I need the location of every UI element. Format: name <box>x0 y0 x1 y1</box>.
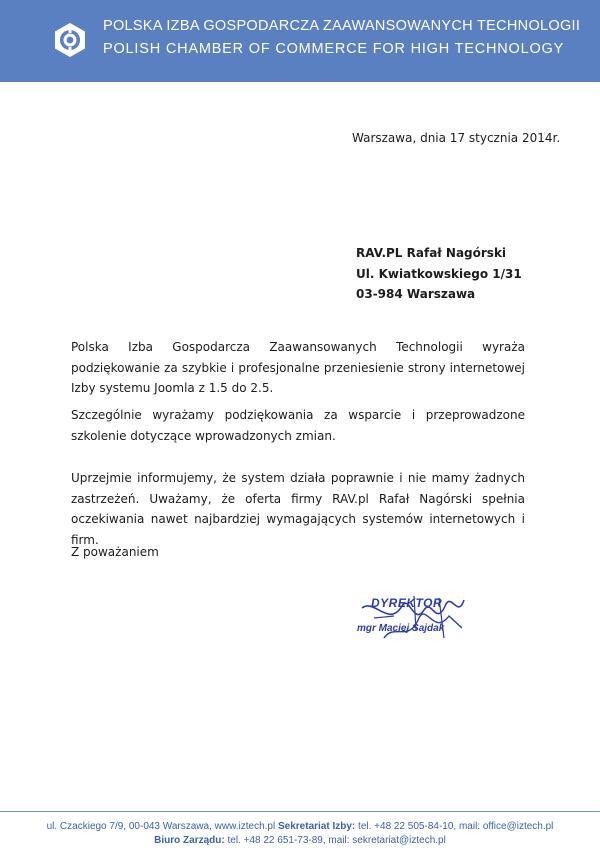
footer-divider <box>0 811 600 812</box>
footer-address: ul. Czackiego 7/9, 00-043 Warszawa, www.iztech.pl <box>46 821 276 832</box>
recipient-street: Ul. Kwiatkowskiego 1/31 <box>356 266 522 281</box>
footer-line-2 <box>0 834 600 848</box>
letterhead-banner <box>0 0 600 82</box>
footer-board-label: Biuro Zarządu: <box>154 835 225 846</box>
recipient-address <box>356 243 522 305</box>
footer-board-contact: tel. +48 22 651-73-89, mail: sekretariat@iztech.pl <box>227 835 446 846</box>
footer-secretariat-contact: tel. +48 22 505-84-10, mail: office@iztech.pl <box>358 821 554 832</box>
letter-date: Warszawa, dnia 17 stycznia 2014r. <box>352 131 561 145</box>
footer-secretariat-label: Sekretariat Izby: <box>278 821 356 832</box>
closing-salutation: Z poważaniem <box>71 545 159 559</box>
footer-line-1 <box>0 820 600 834</box>
signature-name: mgr Maciej Sajdak <box>357 623 445 634</box>
recipient-name: RAV.PL Rafał Nagórski <box>356 246 507 260</box>
body-paragraph-2: Szczególnie wyrażamy podziękowania za wsparcie i przeprowadzone szkolenie dotyczące wprowadzonych zmian. <box>71 408 525 443</box>
organization-logo-icon <box>52 22 88 58</box>
letter-footer <box>0 820 600 848</box>
organization-name-polish: POLSKA IZBA GOSPODARCZA ZAAWANSOWANYCH TECHNOLOGII <box>103 18 581 34</box>
body-paragraph-3: Uprzejmie informujemy, że system działa poprawnie i nie mamy żadnych zastrzeżeń. Uważamy, że oferta firmy RAV.pl Rafał Nagórski spełnia oczekiwania nawet najbardziej wymagających systemów internetowych i firm. <box>71 471 525 547</box>
body-paragraph-1: Polska Izba Gospodarcza Zaawansowanych Technologii wyraża podziękowanie za szybkie i profesjonalne przeniesienie strony internetowej Izby systemu Joomla z 1.5 do 2.5. <box>71 340 525 395</box>
recipient-city: 03-984 Warszawa <box>356 287 476 301</box>
organization-name-english: POLISH CHAMBER OF COMMERCE FOR HIGH TECHNOLOGY <box>103 41 565 57</box>
signature-title: DYREKTOR <box>371 596 443 610</box>
